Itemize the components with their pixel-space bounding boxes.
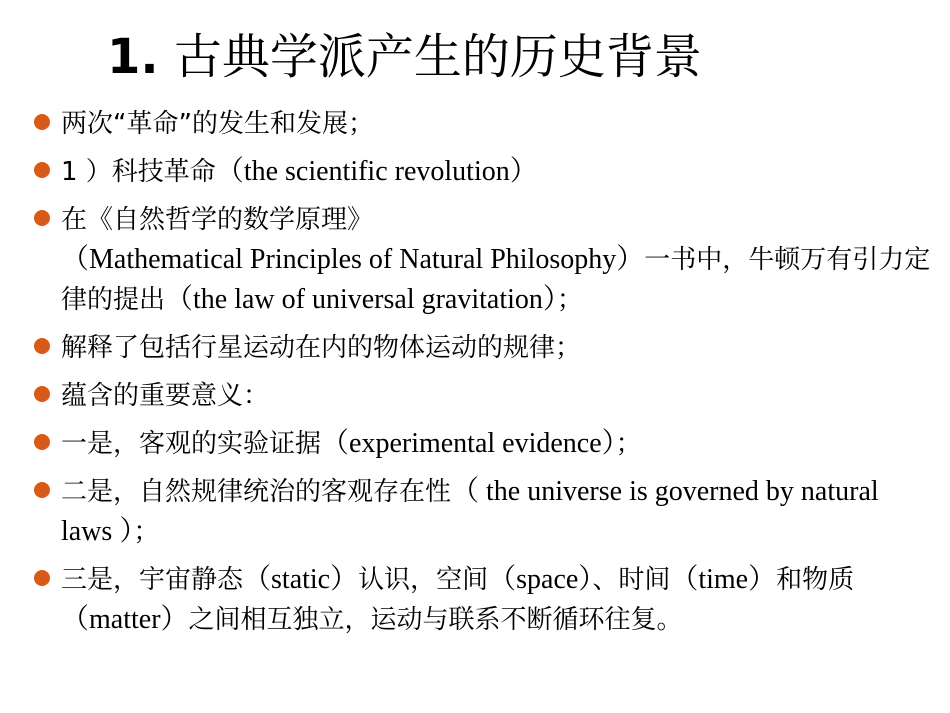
- bullet-item: [30, 424, 935, 464]
- bullet-dot-icon: [34, 482, 50, 498]
- bullet-text: 三是，宇宙静态: [61, 565, 244, 595]
- bullet-list: [30, 104, 935, 648]
- bullet-item: [30, 104, 935, 144]
- slide-title: [107, 24, 702, 90]
- bullet-text: 、时间: [592, 565, 671, 595]
- bullet-dot-icon: [34, 338, 50, 354]
- bullet-item: [30, 328, 935, 368]
- bullet-text: 二是，自然规律统治的客观存在性: [61, 477, 452, 507]
- english-term: （static）: [243, 564, 359, 595]
- bullet-text: 之间相互独立，运动与联系不断循环往复。: [188, 605, 683, 635]
- bullet-dot-icon: [34, 162, 50, 178]
- title-text: 古典学派产生的历史背景: [173, 29, 702, 85]
- bullet-text: ；: [133, 517, 160, 547]
- bullet-dot-icon: [34, 114, 50, 130]
- bullet-text: 1 ）科技革命: [61, 157, 216, 187]
- title-number: 1.: [107, 29, 159, 85]
- bullet-text: ；: [556, 285, 583, 315]
- english-term: （ the universe is governed by natural laws ）: [61, 476, 879, 547]
- bullet-item: [30, 560, 935, 640]
- bullet-text: 蕴含的重要意义：: [61, 381, 270, 411]
- bullet-text: 两次“革命”的发生和发展；: [61, 109, 374, 139]
- english-term: （Mathematical Principles of Natural Philosophy）: [61, 244, 645, 275]
- bullet-item: [30, 472, 935, 552]
- bullet-text: 一是，客观的实验证据: [61, 429, 322, 459]
- english-term: （experimental evidence）: [321, 428, 616, 459]
- bullet-text: 认识，空间: [358, 565, 489, 595]
- bullet-item: [30, 152, 935, 192]
- bullet-item: [30, 376, 935, 416]
- bullet-dot-icon: [34, 386, 50, 402]
- bullet-dot-icon: [34, 210, 50, 226]
- bullet-item: [30, 200, 935, 320]
- bullet-dot-icon: [34, 570, 50, 586]
- english-term: （the law of universal gravitation）: [165, 284, 557, 315]
- bullet-dot-icon: [34, 434, 50, 450]
- bullet-text: 在《自然哲学的数学原理》: [61, 205, 374, 235]
- bullet-text: ；: [615, 429, 642, 459]
- english-term: （time）: [670, 564, 777, 595]
- bullet-text: 解释了包括行星运动在内的物体运动的规律；: [61, 333, 582, 363]
- bullet-text: 和物质: [776, 565, 855, 595]
- english-term: （the scientific revolution）: [215, 156, 538, 187]
- bullet-text: 一书中，牛顿万有引力定律的提出: [61, 245, 931, 315]
- english-term: （matter）: [61, 604, 189, 635]
- english-term: （space）: [488, 564, 593, 595]
